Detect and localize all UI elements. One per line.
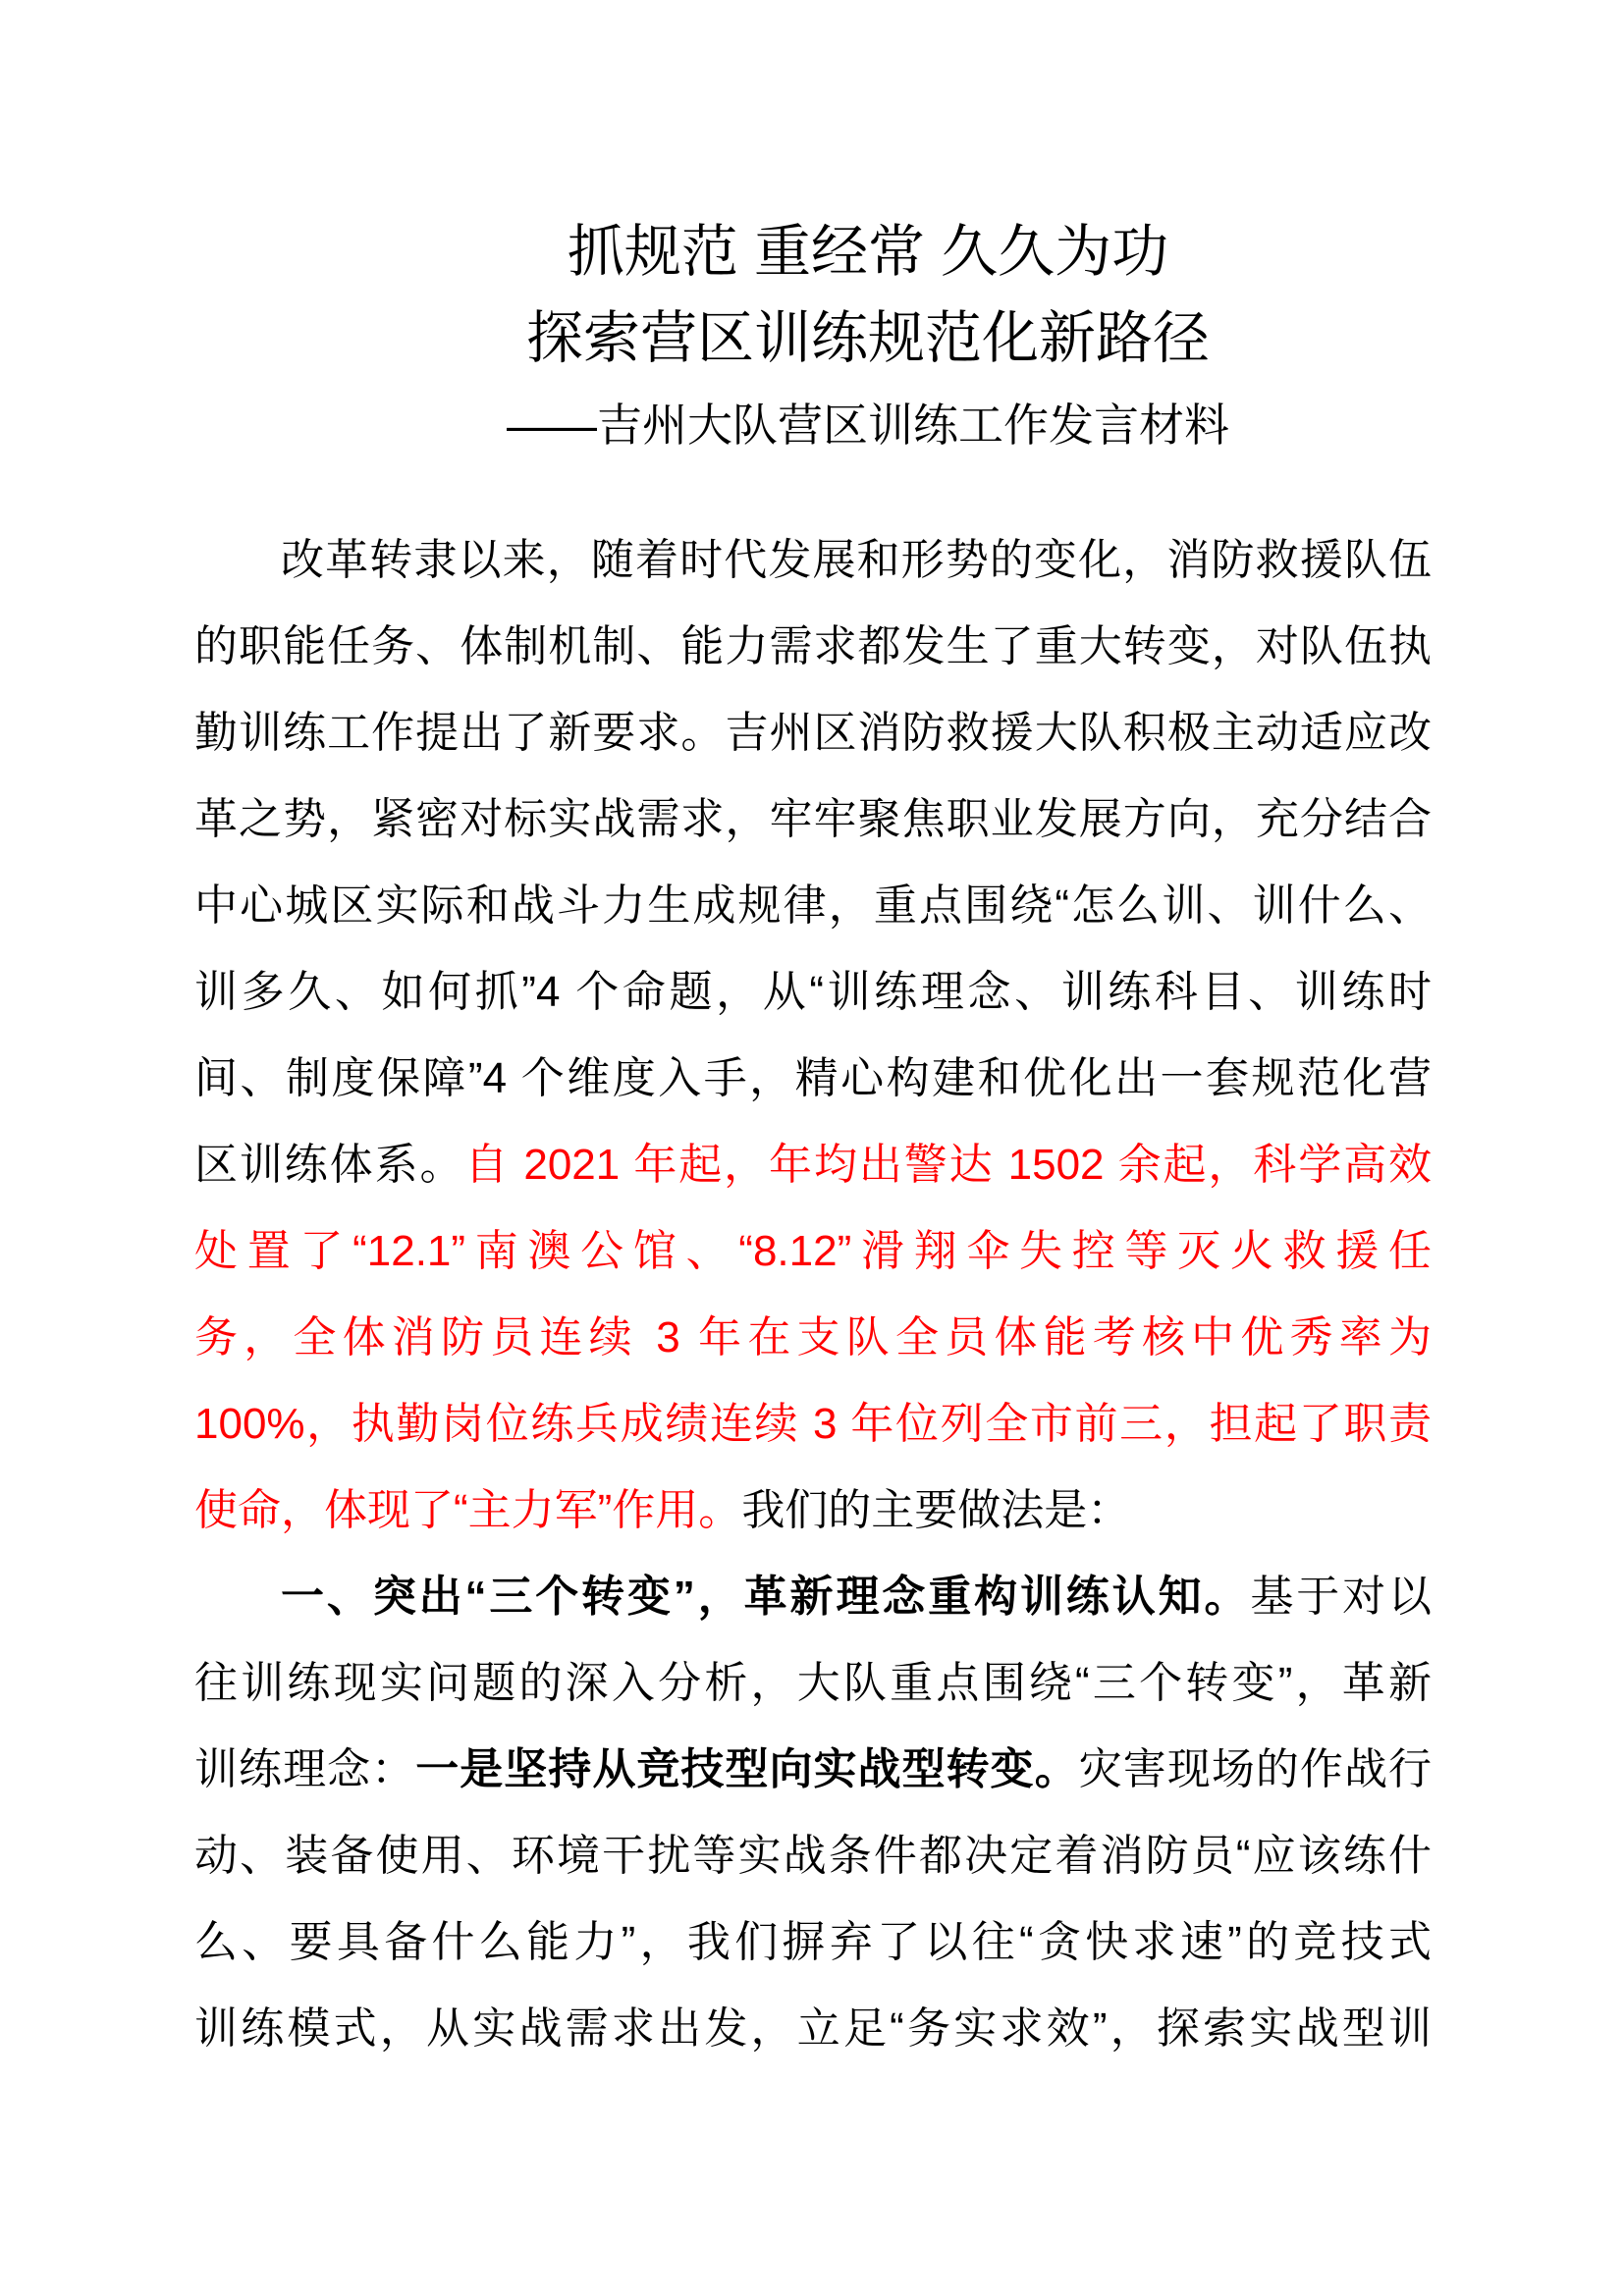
text-run-red: 自 2021 年起，年均出警达 1502 余起，科学高效 <box>464 1141 1432 1189</box>
text-run: 训多久、如何抓”4 个命题，从“训练理念、训练科目、训练时 <box>194 968 1432 1016</box>
text-run: 灾害现场的作战行 <box>1078 1745 1432 1793</box>
text-line-2 <box>194 604 1432 690</box>
text-line-1 <box>194 517 1432 604</box>
text-run: 区训练体系。 <box>194 1141 465 1189</box>
text-line-8 <box>194 1122 1432 1208</box>
document-title-line-1: 抓规范 重经常 久久为功 <box>567 220 1169 284</box>
document-subtitle: ——吉州大队营区训练工作发言材料 <box>507 400 1229 451</box>
text-run: 中心城区实际和战斗力生成规律，重点围绕“怎么训、训什么、 <box>194 881 1432 930</box>
text-line-7 <box>194 1036 1432 1122</box>
text-run-red: 务，全体消防员连续 3 年在支队全员体能考核中优秀率为 <box>194 1313 1432 1362</box>
text-line-4 <box>194 776 1432 863</box>
text-line-13 <box>194 1554 1432 1640</box>
text-line-18 <box>194 1986 1432 2072</box>
text-line-11 <box>194 1381 1432 1468</box>
text-run: 么、要具备什么能力”，我们摒弃了以往“贪快求速”的竞技式 <box>194 1918 1432 1966</box>
text-run-bold: 一是坚持从竞技型向实战型转变。 <box>415 1745 1079 1793</box>
text-run: 我们的主要做法是： <box>741 1486 1131 1534</box>
text-line-6 <box>194 949 1432 1036</box>
text-line-5 <box>194 863 1432 949</box>
text-run: 往训练现实问题的深入分析，大队重点围绕“三个转变”，革新 <box>194 1659 1432 1707</box>
text-run: 的职能任务、体制机制、能力需求都发生了重大转变，对队伍执 <box>194 622 1432 670</box>
text-run: 基于对以 <box>1250 1573 1432 1621</box>
text-run: 间、制度保障”4 个维度入手，精心构建和优化出一套规范化营 <box>194 1054 1432 1102</box>
text-run: 训练模式，从实战需求出发，立足“务实求效”，探索实战型训 <box>194 2004 1432 2053</box>
text-line-17 <box>194 1899 1432 1986</box>
text-run-bold: 一、突出“三个转变”，革新理念重构训练认知。 <box>281 1573 1251 1621</box>
document-title-line-2: 探索营区训练规范化新路径 <box>525 306 1210 370</box>
text-run-red: 使命，体现了“主力军”作用。 <box>194 1486 742 1534</box>
text-line-14 <box>194 1640 1432 1727</box>
text-run: 革之势，紧密对标实战需求，牢牢聚焦职业发展方向，充分结合 <box>194 795 1432 843</box>
text-run-red: 100%，执勤岗位练兵成绩连续 3 年位列全市前三，担起了职责 <box>194 1400 1432 1448</box>
document-body <box>194 517 1432 2072</box>
text-line-16 <box>194 1813 1432 1899</box>
text-run: 改革转隶以来，随着时代发展和形势的变化，消防救援队伍 <box>281 536 1432 584</box>
text-run: 动、装备使用、环境干扰等实战条件都决定着消防员“应该练什 <box>194 1832 1432 1880</box>
text-run: 勤训练工作提出了新要求。吉州区消防救援大队积极主动适应改 <box>194 709 1432 757</box>
text-line-9 <box>194 1208 1432 1295</box>
text-line-15 <box>194 1727 1432 1813</box>
text-run-red: 处置了“12.1”南澳公馆、“8.12”滑翔伞失控等灭火救援任 <box>194 1227 1432 1275</box>
text-line-12 <box>194 1468 1432 1554</box>
text-line-10 <box>194 1295 1432 1381</box>
text-line-3 <box>194 690 1432 776</box>
text-run: 训练理念： <box>194 1745 416 1793</box>
